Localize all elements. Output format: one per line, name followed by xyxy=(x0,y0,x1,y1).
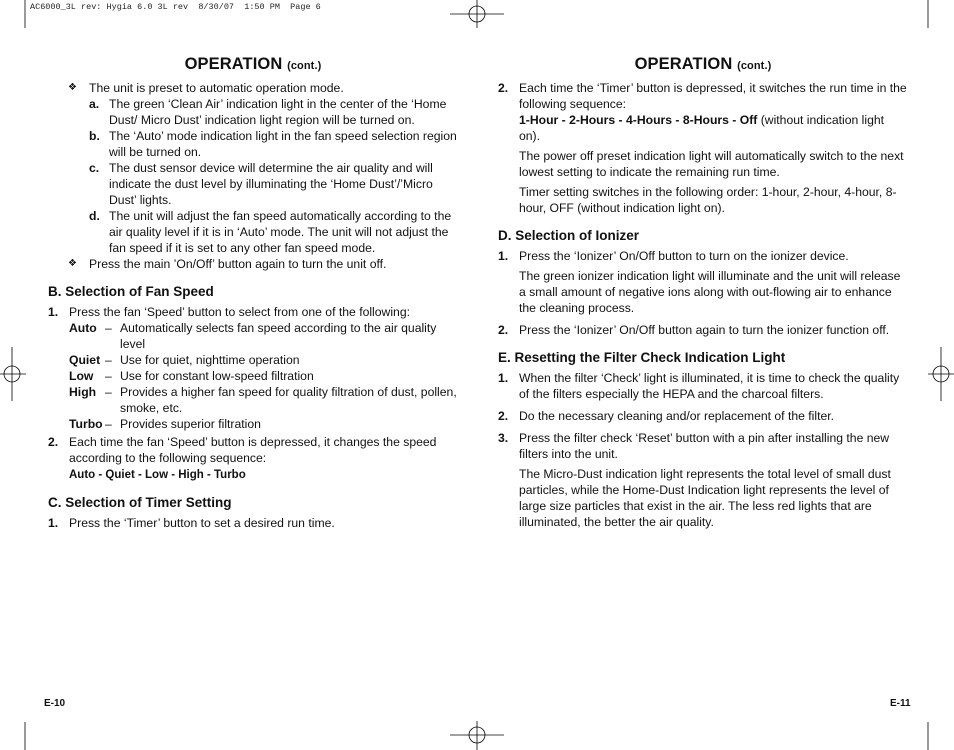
timer-sequence: 1-Hour - 2-Hours - 4-Hours - 8-Hours - Off xyxy=(519,113,758,127)
section-heading-timer: C. Selection of Timer Setting xyxy=(48,495,232,510)
speed-sequence: Auto - Quiet - Low - High - Turbo xyxy=(69,469,246,481)
registration-mark-left xyxy=(0,347,26,401)
paragraph: Timer setting switches in the following order: 1-hour, 2-hour, 4-hour, 8-hour, OFF (without indication light on). xyxy=(519,185,897,215)
bullet-item: ❖ Press the main ’On/Off’ button again to turn the unit off. xyxy=(68,257,387,271)
title-sub: (cont.) xyxy=(287,60,322,72)
speed-option-turbo: Turbo – Provides superior filtration xyxy=(69,417,261,431)
diamond-bullet-icon: ❖ xyxy=(68,82,77,93)
diamond-bullet-icon: ❖ xyxy=(68,258,77,269)
print-slug: AC6000_3L rev: Hygia 6.0 3L rev 8/30/07 1:50 PM Page 6 xyxy=(30,2,321,12)
left-page xyxy=(48,56,458,531)
paragraph: The green ionizer indication light will illuminate and the unit will release a small amount of negative ions along with out-flowing air to enhance the cleaning process. xyxy=(519,269,901,315)
page-title xyxy=(48,56,458,74)
registration-mark-bottom xyxy=(450,721,504,750)
sub-item-a: a. The green ‘Clean Air’ indication light in the center of the ‘Home Dust/ Micro Dust’ indication light region will be turned on. xyxy=(89,97,447,127)
speed-option-low: Low – Use for constant low-speed filtration xyxy=(69,369,314,383)
section-heading-filter-reset: E. Resetting the Filter Check Indication Light xyxy=(498,350,786,365)
section-heading-ionizer: D. Selection of Ionizer xyxy=(498,228,640,243)
numbered-item: 1. Press the fan ‘Speed’ button to select from one of the following: xyxy=(48,305,410,319)
numbered-item: 2. Each time the ‘Timer’ button is depressed, it switches the run time in the following sequence: 1-Hour - 2-Hours - 4-Hours - 8-Hours - Off (without indication light on). xyxy=(498,81,907,143)
title-text: OPERATION xyxy=(184,55,283,73)
paragraph: The Micro-Dust indication light represents the total level of small dust particles, while the Home-Dust Indication light represents the level of large size particles that exist in the air. The less red lights that are illuminated, the better the air quality. xyxy=(519,467,891,529)
page-title xyxy=(498,56,908,74)
bullet-item: ❖ The unit is preset to automatic operation mode. xyxy=(68,81,344,95)
registration-mark-top xyxy=(450,0,504,28)
page-number-left: E-10 xyxy=(44,698,66,709)
speed-option-auto: Auto – Automatically selects fan speed according to the air quality level xyxy=(69,321,437,351)
numbered-item: 1. Press the ‘Timer’ button to set a desired run time. xyxy=(48,516,335,530)
title-text: OPERATION xyxy=(634,55,733,73)
page-number-right: E-11 xyxy=(890,698,911,709)
title-sub: (cont.) xyxy=(737,60,772,72)
paragraph: The power off preset indication light will automatically switch to the next lowest setting to indicate the remaining run time. xyxy=(519,149,904,179)
registration-mark-right xyxy=(928,347,954,401)
sub-item-d: d. The unit will adjust the fan speed automatically according to the air quality level if it is in ‘Auto’ mode. The unit will not adjust the fan speed if it is set to any other fan speed mode. xyxy=(89,209,452,255)
section-heading-fan-speed: B. Selection of Fan Speed xyxy=(48,284,214,299)
numbered-item: 3. Press the filter check ‘Reset’ button with a pin after installing the new filters into the unit. xyxy=(498,431,890,461)
numbered-item: 2. Do the necessary cleaning and/or replacement of the filter. xyxy=(498,409,835,423)
right-page xyxy=(498,56,908,530)
numbered-item: 2. Each time the fan ‘Speed’ button is depressed, it changes the speed according to the following sequence: Auto - Quiet - Low - High - Turbo xyxy=(48,435,437,481)
numbered-item: 1. When the filter ‘Check’ light is illuminated, it is time to check the quality of the filters especially the HEPA and the charcoal filters. xyxy=(498,371,900,401)
numbered-item: 1. Press the ‘Ionizer’ On/Off button to turn on the ionizer device. xyxy=(498,249,849,263)
speed-option-high: High – Provides a higher fan speed for quality filtration of dust, pollen, smoke, etc. xyxy=(69,385,457,415)
sub-item-c: c. The dust sensor device will determine the air quality and will indicate the dust level by illuminating the ‘Home Dust’/’Micro Dust’ lights. xyxy=(89,161,433,207)
numbered-item: 2. Press the ‘Ionizer’ On/Off button again to turn the ionizer function off. xyxy=(498,323,890,337)
sub-item-b: b. The ‘Auto’ mode indication light in the fan speed selection region will be turned on. xyxy=(89,129,457,159)
speed-option-quiet: Quiet – Use for quiet, nighttime operation xyxy=(69,353,300,367)
